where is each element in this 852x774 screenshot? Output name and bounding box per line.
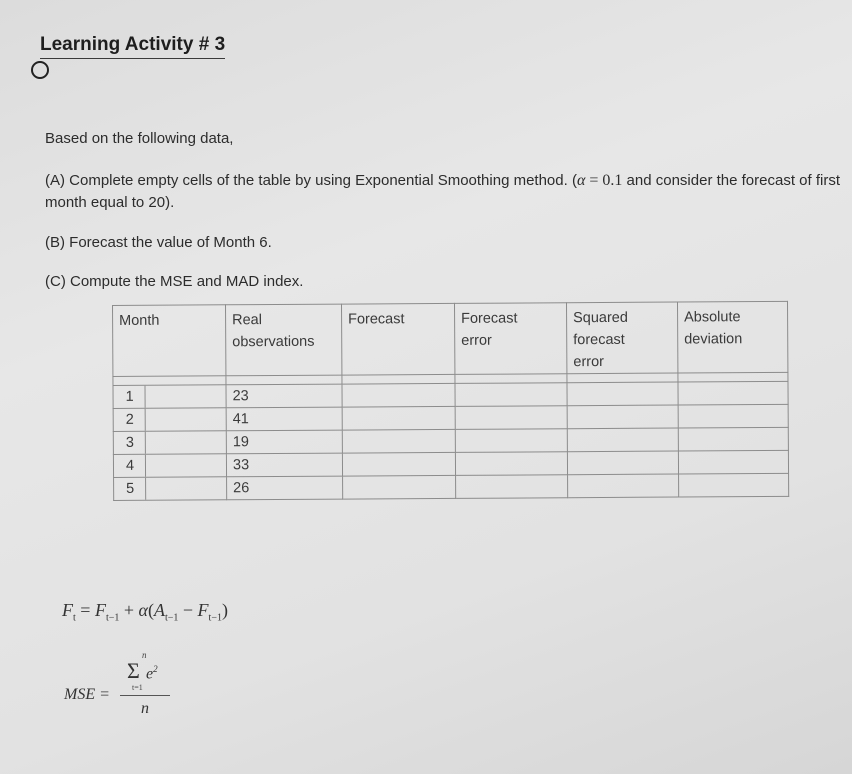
absolute-deviation-cell[interactable] (678, 381, 788, 405)
observation-cell: 33 (226, 453, 342, 477)
month-cell: 3 (113, 431, 226, 455)
absolute-deviation-cell[interactable] (678, 450, 788, 474)
month-cell: 4 (113, 454, 226, 478)
squared-error-cell[interactable] (567, 451, 678, 475)
observation-cell: 26 (227, 476, 343, 500)
observation-cell: 41 (226, 407, 342, 431)
observation-cell: 19 (226, 430, 342, 454)
alpha-equals: = (585, 172, 603, 189)
absolute-deviation-cell[interactable] (678, 404, 788, 428)
forecast-cell[interactable] (342, 406, 455, 430)
header-real-observations: Real observations (226, 304, 342, 376)
data-table (112, 301, 789, 501)
page-title: Learning Activity # 3 (40, 34, 225, 59)
forecast-error-cell[interactable] (455, 452, 567, 476)
header-squared-forecast-error: Squared forecast error (566, 302, 677, 374)
forecast-cell[interactable] (343, 475, 456, 499)
circle-icon (31, 61, 49, 79)
table-header-row (113, 301, 788, 376)
mse-fraction (120, 650, 172, 730)
squared-error-cell[interactable] (567, 382, 678, 406)
sigma-symbol: Σ (127, 658, 140, 683)
denominator: n (141, 700, 149, 717)
forecast-cell[interactable] (342, 452, 455, 476)
sum-upper-limit: n (142, 650, 147, 660)
part-c-text: (C) Compute the MSE and MAD index. (45, 273, 304, 290)
part-a-text (45, 170, 845, 214)
absolute-deviation-cell[interactable] (679, 473, 789, 497)
forecast-cell[interactable] (342, 383, 455, 407)
header-forecast-error: Forecast error (454, 303, 566, 375)
header-absolute-deviation: Absolute deviation (677, 301, 787, 373)
forecast-error-cell[interactable] (455, 383, 567, 407)
month-cell: 1 (113, 385, 226, 409)
alpha-symbol: α (576, 172, 586, 189)
forecast-cell[interactable] (342, 429, 455, 453)
part-a-after: and consider the forecast of first month equal to 20). (45, 172, 841, 211)
exponential-smoothing-formula: $F_t = F_{t-1} + \alpha(A_{t-1} - F_{t-1})$ (62, 600, 228, 624)
sum-lower-limit: t=1 (132, 683, 143, 692)
header-forecast: Forecast (341, 303, 454, 375)
header-month: Month (113, 305, 226, 377)
month-cell: 5 (114, 477, 227, 501)
fraction-bar (120, 695, 170, 696)
alpha-value: 0.1 (602, 172, 623, 189)
month-cell: 2 (113, 408, 226, 432)
error-term: $e^2$ (146, 664, 158, 683)
absolute-deviation-cell[interactable] (678, 427, 788, 451)
table-row (114, 473, 789, 500)
observation-cell: 23 (226, 384, 342, 408)
forecast-error-cell[interactable] (455, 406, 567, 430)
squared-error-cell[interactable] (567, 428, 678, 452)
forecast-error-cell[interactable] (456, 475, 568, 499)
forecast-error-cell[interactable] (455, 429, 567, 453)
mse-label: MSE = (64, 686, 110, 703)
part-a-before: (A) Complete empty cells of the table by using Exponential Smoothing method. ( (45, 172, 577, 189)
squared-error-cell[interactable] (568, 474, 679, 498)
intro-text: Based on the following data, (45, 130, 234, 147)
squared-error-cell[interactable] (567, 405, 678, 429)
part-b-text: (B) Forecast the value of Month 6. (45, 234, 272, 251)
